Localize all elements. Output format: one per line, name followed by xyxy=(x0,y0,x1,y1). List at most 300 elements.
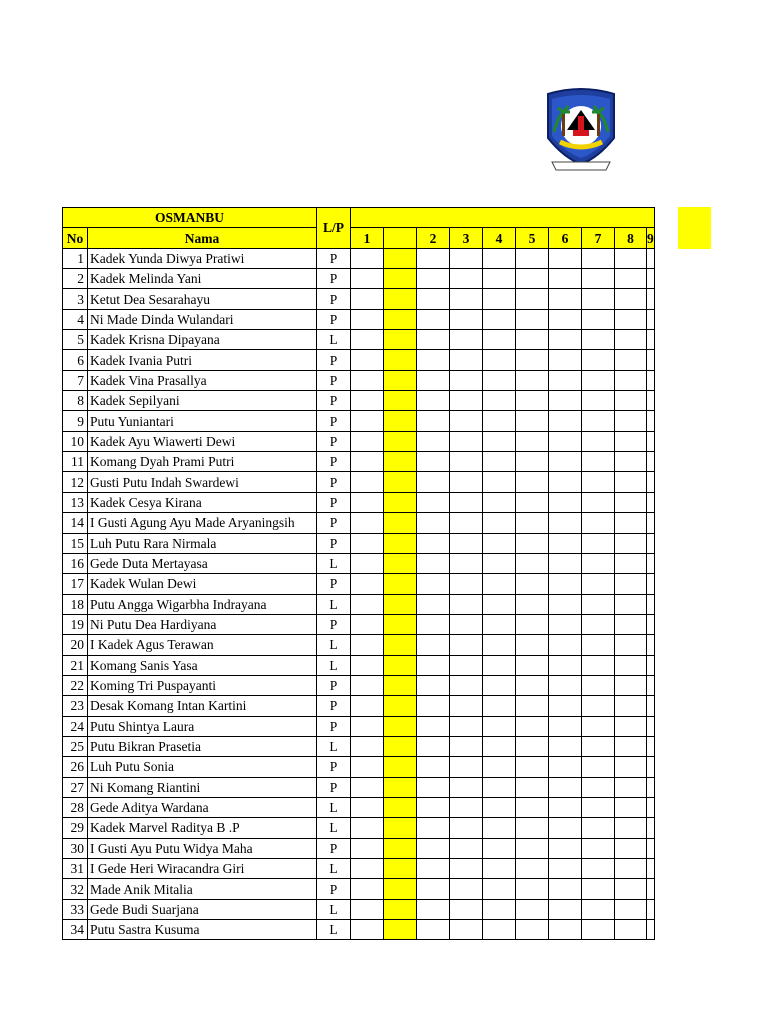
score-cell[interactable] xyxy=(351,391,384,411)
score-cell[interactable] xyxy=(483,797,516,817)
score-cell[interactable] xyxy=(615,533,647,553)
score-cell[interactable] xyxy=(615,452,647,472)
score-cell[interactable] xyxy=(417,289,450,309)
score-cell[interactable] xyxy=(450,533,483,553)
score-cell[interactable] xyxy=(647,350,655,370)
score-cell[interactable] xyxy=(384,533,417,553)
score-cell[interactable] xyxy=(384,289,417,309)
score-cell[interactable] xyxy=(549,797,582,817)
score-cell[interactable] xyxy=(516,838,549,858)
score-cell[interactable] xyxy=(483,513,516,533)
score-cell[interactable] xyxy=(384,635,417,655)
score-cell[interactable] xyxy=(516,696,549,716)
score-cell[interactable] xyxy=(483,736,516,756)
score-cell[interactable] xyxy=(549,411,582,431)
score-cell[interactable] xyxy=(417,920,450,940)
score-cell[interactable] xyxy=(549,818,582,838)
score-cell[interactable] xyxy=(582,330,615,350)
score-cell[interactable] xyxy=(384,859,417,879)
score-cell[interactable] xyxy=(516,777,549,797)
score-cell[interactable] xyxy=(384,777,417,797)
score-cell[interactable] xyxy=(384,431,417,451)
score-cell[interactable] xyxy=(384,838,417,858)
score-cell[interactable] xyxy=(516,899,549,919)
score-cell[interactable] xyxy=(582,859,615,879)
score-cell[interactable] xyxy=(516,736,549,756)
score-cell[interactable] xyxy=(384,309,417,329)
score-cell[interactable] xyxy=(384,330,417,350)
score-cell[interactable] xyxy=(483,269,516,289)
score-cell[interactable] xyxy=(450,675,483,695)
score-cell[interactable] xyxy=(516,655,549,675)
score-cell[interactable] xyxy=(516,431,549,451)
score-cell[interactable] xyxy=(615,797,647,817)
score-cell[interactable] xyxy=(417,574,450,594)
score-cell[interactable] xyxy=(417,513,450,533)
score-cell[interactable] xyxy=(582,431,615,451)
score-cell[interactable] xyxy=(615,777,647,797)
score-cell[interactable] xyxy=(351,696,384,716)
score-cell[interactable] xyxy=(549,492,582,512)
score-cell[interactable] xyxy=(450,492,483,512)
score-cell[interactable] xyxy=(417,797,450,817)
score-cell[interactable] xyxy=(647,777,655,797)
score-cell[interactable] xyxy=(549,533,582,553)
score-cell[interactable] xyxy=(450,269,483,289)
score-cell[interactable] xyxy=(516,452,549,472)
score-cell[interactable] xyxy=(483,330,516,350)
score-cell[interactable] xyxy=(549,675,582,695)
score-cell[interactable] xyxy=(483,675,516,695)
score-cell[interactable] xyxy=(384,553,417,573)
score-cell[interactable] xyxy=(450,411,483,431)
score-cell[interactable] xyxy=(483,391,516,411)
score-cell[interactable] xyxy=(450,797,483,817)
score-cell[interactable] xyxy=(417,859,450,879)
score-cell[interactable] xyxy=(549,289,582,309)
score-cell[interactable] xyxy=(582,594,615,614)
score-cell[interactable] xyxy=(483,818,516,838)
score-cell[interactable] xyxy=(549,472,582,492)
score-cell[interactable] xyxy=(483,859,516,879)
score-cell[interactable] xyxy=(582,675,615,695)
score-cell[interactable] xyxy=(647,391,655,411)
score-cell[interactable] xyxy=(417,675,450,695)
score-cell[interactable] xyxy=(450,635,483,655)
score-cell[interactable] xyxy=(615,472,647,492)
score-cell[interactable] xyxy=(417,533,450,553)
score-cell[interactable] xyxy=(450,350,483,370)
score-cell[interactable] xyxy=(450,431,483,451)
score-cell[interactable] xyxy=(483,635,516,655)
score-cell[interactable] xyxy=(483,757,516,777)
score-cell[interactable] xyxy=(483,614,516,634)
score-cell[interactable] xyxy=(417,838,450,858)
score-cell[interactable] xyxy=(647,492,655,512)
score-cell[interactable] xyxy=(351,899,384,919)
score-cell[interactable] xyxy=(516,553,549,573)
score-cell[interactable] xyxy=(417,391,450,411)
score-cell[interactable] xyxy=(549,350,582,370)
score-cell[interactable] xyxy=(351,777,384,797)
score-cell[interactable] xyxy=(516,797,549,817)
score-cell[interactable] xyxy=(615,289,647,309)
score-cell[interactable] xyxy=(351,431,384,451)
score-cell[interactable] xyxy=(582,533,615,553)
score-cell[interactable] xyxy=(582,635,615,655)
score-cell[interactable] xyxy=(516,594,549,614)
score-cell[interactable] xyxy=(483,370,516,390)
score-cell[interactable] xyxy=(647,513,655,533)
score-cell[interactable] xyxy=(647,452,655,472)
score-cell[interactable] xyxy=(647,553,655,573)
score-cell[interactable] xyxy=(417,370,450,390)
score-cell[interactable] xyxy=(615,859,647,879)
score-cell[interactable] xyxy=(549,431,582,451)
score-cell[interactable] xyxy=(417,411,450,431)
score-cell[interactable] xyxy=(516,269,549,289)
score-cell[interactable] xyxy=(582,370,615,390)
score-cell[interactable] xyxy=(483,655,516,675)
score-cell[interactable] xyxy=(417,452,450,472)
score-cell[interactable] xyxy=(582,391,615,411)
score-cell[interactable] xyxy=(615,594,647,614)
score-cell[interactable] xyxy=(615,574,647,594)
score-cell[interactable] xyxy=(450,879,483,899)
score-cell[interactable] xyxy=(351,716,384,736)
score-cell[interactable] xyxy=(516,472,549,492)
score-cell[interactable] xyxy=(450,838,483,858)
score-cell[interactable] xyxy=(615,655,647,675)
score-cell[interactable] xyxy=(647,797,655,817)
score-cell[interactable] xyxy=(647,920,655,940)
score-cell[interactable] xyxy=(615,269,647,289)
score-cell[interactable] xyxy=(351,574,384,594)
score-cell[interactable] xyxy=(549,879,582,899)
score-cell[interactable] xyxy=(483,716,516,736)
score-cell[interactable] xyxy=(647,655,655,675)
score-cell[interactable] xyxy=(549,838,582,858)
score-cell[interactable] xyxy=(582,492,615,512)
score-cell[interactable] xyxy=(516,614,549,634)
score-cell[interactable] xyxy=(351,818,384,838)
score-cell[interactable] xyxy=(450,696,483,716)
score-cell[interactable] xyxy=(483,431,516,451)
score-cell[interactable] xyxy=(516,757,549,777)
score-cell[interactable] xyxy=(647,899,655,919)
score-cell[interactable] xyxy=(516,533,549,553)
score-cell[interactable] xyxy=(615,838,647,858)
score-cell[interactable] xyxy=(351,452,384,472)
score-cell[interactable] xyxy=(450,289,483,309)
score-cell[interactable] xyxy=(516,635,549,655)
score-cell[interactable] xyxy=(615,513,647,533)
score-cell[interactable] xyxy=(483,492,516,512)
score-cell[interactable] xyxy=(549,655,582,675)
score-cell[interactable] xyxy=(384,736,417,756)
score-cell[interactable] xyxy=(351,635,384,655)
score-cell[interactable] xyxy=(450,716,483,736)
score-cell[interactable] xyxy=(351,411,384,431)
score-cell[interactable] xyxy=(417,696,450,716)
score-cell[interactable] xyxy=(384,574,417,594)
score-cell[interactable] xyxy=(582,736,615,756)
score-cell[interactable] xyxy=(516,920,549,940)
score-cell[interactable] xyxy=(516,675,549,695)
score-cell[interactable] xyxy=(483,920,516,940)
score-cell[interactable] xyxy=(417,309,450,329)
score-cell[interactable] xyxy=(384,696,417,716)
score-cell[interactable] xyxy=(384,391,417,411)
score-cell[interactable] xyxy=(351,859,384,879)
score-cell[interactable] xyxy=(615,675,647,695)
score-cell[interactable] xyxy=(384,269,417,289)
score-cell[interactable] xyxy=(582,879,615,899)
score-cell[interactable] xyxy=(450,757,483,777)
score-cell[interactable] xyxy=(647,574,655,594)
score-cell[interactable] xyxy=(615,818,647,838)
score-cell[interactable] xyxy=(450,513,483,533)
score-cell[interactable] xyxy=(384,594,417,614)
score-cell[interactable] xyxy=(582,411,615,431)
score-cell[interactable] xyxy=(351,920,384,940)
score-cell[interactable] xyxy=(351,350,384,370)
score-cell[interactable] xyxy=(417,350,450,370)
score-cell[interactable] xyxy=(549,309,582,329)
score-cell[interactable] xyxy=(450,370,483,390)
score-cell[interactable] xyxy=(384,818,417,838)
score-cell[interactable] xyxy=(647,472,655,492)
score-cell[interactable] xyxy=(516,574,549,594)
score-cell[interactable] xyxy=(582,248,615,268)
score-cell[interactable] xyxy=(549,248,582,268)
score-cell[interactable] xyxy=(384,797,417,817)
score-cell[interactable] xyxy=(615,248,647,268)
score-cell[interactable] xyxy=(417,614,450,634)
score-cell[interactable] xyxy=(384,614,417,634)
score-cell[interactable] xyxy=(351,675,384,695)
score-cell[interactable] xyxy=(647,269,655,289)
score-cell[interactable] xyxy=(615,492,647,512)
score-cell[interactable] xyxy=(516,350,549,370)
score-cell[interactable] xyxy=(351,309,384,329)
score-cell[interactable] xyxy=(417,736,450,756)
score-cell[interactable] xyxy=(351,553,384,573)
score-cell[interactable] xyxy=(647,289,655,309)
score-cell[interactable] xyxy=(582,716,615,736)
score-cell[interactable] xyxy=(483,452,516,472)
score-cell[interactable] xyxy=(417,330,450,350)
score-cell[interactable] xyxy=(549,736,582,756)
score-cell[interactable] xyxy=(582,696,615,716)
score-cell[interactable] xyxy=(351,330,384,350)
score-cell[interactable] xyxy=(417,716,450,736)
score-cell[interactable] xyxy=(615,614,647,634)
score-cell[interactable] xyxy=(384,370,417,390)
score-cell[interactable] xyxy=(384,879,417,899)
score-cell[interactable] xyxy=(647,594,655,614)
score-cell[interactable] xyxy=(450,309,483,329)
score-cell[interactable] xyxy=(450,920,483,940)
score-cell[interactable] xyxy=(615,350,647,370)
score-cell[interactable] xyxy=(450,594,483,614)
score-cell[interactable] xyxy=(483,248,516,268)
score-cell[interactable] xyxy=(483,350,516,370)
score-cell[interactable] xyxy=(384,452,417,472)
score-cell[interactable] xyxy=(516,370,549,390)
score-cell[interactable] xyxy=(647,675,655,695)
score-cell[interactable] xyxy=(549,452,582,472)
score-cell[interactable] xyxy=(351,614,384,634)
score-cell[interactable] xyxy=(483,553,516,573)
score-cell[interactable] xyxy=(417,269,450,289)
score-cell[interactable] xyxy=(483,533,516,553)
score-cell[interactable] xyxy=(417,248,450,268)
score-cell[interactable] xyxy=(351,370,384,390)
score-cell[interactable] xyxy=(647,716,655,736)
score-cell[interactable] xyxy=(417,818,450,838)
score-cell[interactable] xyxy=(516,289,549,309)
score-cell[interactable] xyxy=(450,736,483,756)
score-cell[interactable] xyxy=(384,492,417,512)
score-cell[interactable] xyxy=(483,838,516,858)
score-cell[interactable] xyxy=(516,391,549,411)
score-cell[interactable] xyxy=(516,859,549,879)
score-cell[interactable] xyxy=(549,614,582,634)
score-cell[interactable] xyxy=(483,411,516,431)
score-cell[interactable] xyxy=(450,818,483,838)
score-cell[interactable] xyxy=(483,289,516,309)
score-cell[interactable] xyxy=(483,879,516,899)
score-cell[interactable] xyxy=(615,920,647,940)
score-cell[interactable] xyxy=(647,614,655,634)
score-cell[interactable] xyxy=(615,391,647,411)
score-cell[interactable] xyxy=(450,655,483,675)
score-cell[interactable] xyxy=(647,248,655,268)
score-cell[interactable] xyxy=(549,594,582,614)
score-cell[interactable] xyxy=(450,330,483,350)
score-cell[interactable] xyxy=(384,757,417,777)
score-cell[interactable] xyxy=(351,655,384,675)
score-cell[interactable] xyxy=(582,309,615,329)
score-cell[interactable] xyxy=(483,696,516,716)
score-cell[interactable] xyxy=(384,513,417,533)
score-cell[interactable] xyxy=(417,472,450,492)
score-cell[interactable] xyxy=(615,330,647,350)
score-cell[interactable] xyxy=(647,757,655,777)
score-cell[interactable] xyxy=(615,635,647,655)
score-cell[interactable] xyxy=(351,289,384,309)
score-cell[interactable] xyxy=(615,757,647,777)
score-cell[interactable] xyxy=(549,777,582,797)
score-cell[interactable] xyxy=(516,330,549,350)
score-cell[interactable] xyxy=(549,899,582,919)
score-cell[interactable] xyxy=(351,472,384,492)
score-cell[interactable] xyxy=(417,431,450,451)
score-cell[interactable] xyxy=(615,309,647,329)
score-cell[interactable] xyxy=(582,553,615,573)
score-cell[interactable] xyxy=(549,716,582,736)
score-cell[interactable] xyxy=(549,635,582,655)
score-cell[interactable] xyxy=(516,879,549,899)
score-cell[interactable] xyxy=(549,920,582,940)
score-cell[interactable] xyxy=(417,553,450,573)
score-cell[interactable] xyxy=(417,757,450,777)
score-cell[interactable] xyxy=(582,472,615,492)
score-cell[interactable] xyxy=(384,248,417,268)
score-cell[interactable] xyxy=(384,675,417,695)
score-cell[interactable] xyxy=(483,899,516,919)
score-cell[interactable] xyxy=(384,655,417,675)
score-cell[interactable] xyxy=(351,492,384,512)
score-cell[interactable] xyxy=(351,797,384,817)
score-cell[interactable] xyxy=(351,757,384,777)
score-cell[interactable] xyxy=(450,777,483,797)
score-cell[interactable] xyxy=(417,635,450,655)
score-cell[interactable] xyxy=(582,452,615,472)
score-cell[interactable] xyxy=(483,574,516,594)
score-cell[interactable] xyxy=(549,513,582,533)
score-cell[interactable] xyxy=(582,818,615,838)
score-cell[interactable] xyxy=(450,553,483,573)
score-cell[interactable] xyxy=(450,248,483,268)
score-cell[interactable] xyxy=(483,777,516,797)
score-cell[interactable] xyxy=(483,309,516,329)
score-cell[interactable] xyxy=(647,696,655,716)
score-cell[interactable] xyxy=(549,757,582,777)
score-cell[interactable] xyxy=(483,472,516,492)
score-cell[interactable] xyxy=(384,920,417,940)
score-cell[interactable] xyxy=(582,920,615,940)
score-cell[interactable] xyxy=(351,533,384,553)
score-cell[interactable] xyxy=(615,696,647,716)
score-cell[interactable] xyxy=(483,594,516,614)
score-cell[interactable] xyxy=(351,594,384,614)
score-cell[interactable] xyxy=(450,574,483,594)
score-cell[interactable] xyxy=(582,269,615,289)
score-cell[interactable] xyxy=(647,370,655,390)
score-cell[interactable] xyxy=(351,248,384,268)
score-cell[interactable] xyxy=(647,431,655,451)
score-cell[interactable] xyxy=(647,533,655,553)
score-cell[interactable] xyxy=(549,553,582,573)
score-cell[interactable] xyxy=(615,553,647,573)
score-cell[interactable] xyxy=(582,757,615,777)
score-cell[interactable] xyxy=(615,899,647,919)
score-cell[interactable] xyxy=(647,838,655,858)
score-cell[interactable] xyxy=(549,391,582,411)
score-cell[interactable] xyxy=(615,736,647,756)
score-cell[interactable] xyxy=(582,655,615,675)
score-cell[interactable] xyxy=(516,492,549,512)
score-cell[interactable] xyxy=(582,350,615,370)
score-cell[interactable] xyxy=(351,838,384,858)
score-cell[interactable] xyxy=(582,614,615,634)
score-cell[interactable] xyxy=(417,777,450,797)
score-cell[interactable] xyxy=(549,859,582,879)
score-cell[interactable] xyxy=(549,269,582,289)
score-cell[interactable] xyxy=(516,513,549,533)
score-cell[interactable] xyxy=(647,330,655,350)
score-cell[interactable] xyxy=(647,879,655,899)
score-cell[interactable] xyxy=(549,574,582,594)
score-cell[interactable] xyxy=(516,309,549,329)
score-cell[interactable] xyxy=(450,391,483,411)
score-cell[interactable] xyxy=(384,716,417,736)
score-cell[interactable] xyxy=(450,899,483,919)
score-cell[interactable] xyxy=(582,513,615,533)
score-cell[interactable] xyxy=(351,513,384,533)
